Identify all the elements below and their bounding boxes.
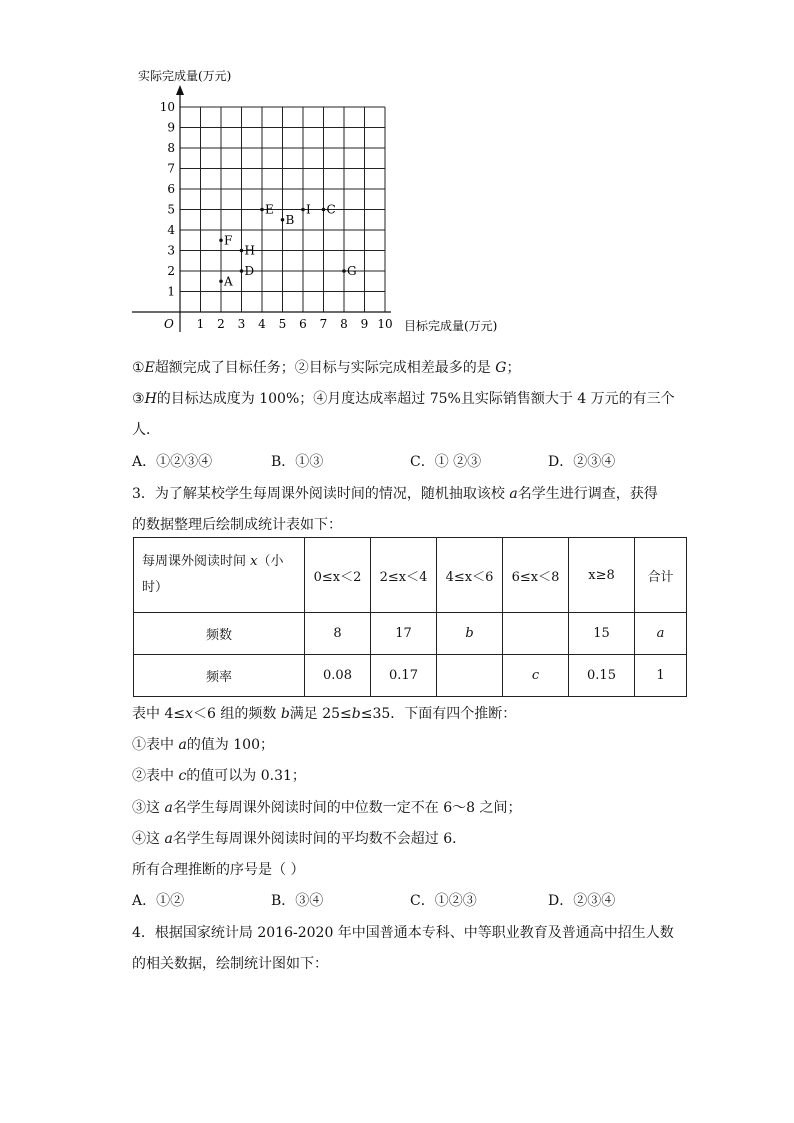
x-tick-label: 1 — [196, 317, 205, 331]
point-label-d: D — [244, 264, 255, 278]
scatter-chart — [0, 0, 794, 345]
table-cell: b — [437, 613, 503, 655]
table-cell: 8 — [305, 613, 371, 655]
table-row — [134, 613, 687, 655]
data-point-e — [260, 208, 264, 212]
point-label-h: H — [244, 243, 255, 258]
table-header-cell: 6≤x＜8 — [503, 538, 569, 613]
q2-statement-3: 人． — [132, 422, 160, 438]
table-header-cell: 4≤x＜6 — [437, 538, 503, 613]
origin-label: O — [164, 317, 174, 331]
table-cell: 0.17 — [371, 655, 437, 697]
q2-statement-1: ①E超额完成了目标任务；②目标与实际完成相差最多的是 G； — [132, 360, 521, 376]
table-cell: 15 — [569, 613, 635, 655]
table-row — [134, 655, 687, 697]
q3-inference-2: ②表中 c的值可以为 0.31； — [132, 768, 306, 784]
y-tick-label: 1 — [167, 284, 175, 299]
q2-statement-2: ③H的目标达成度为 100%；④月度达成率超过 75%且实际销售额大于 4 万元的有三个 — [132, 391, 675, 407]
q3-option-c[interactable]: C．①②③ — [410, 893, 477, 909]
x-tick-label: 10 — [377, 317, 393, 331]
q4-stem-line-1: 4．根据国家统计局 2016-2020 年中国普通本专科、中等职业教育及普通高中招生人数 — [132, 925, 674, 941]
table-row-label: 频数 — [134, 613, 305, 655]
q3-option-b[interactable]: B．③④ — [271, 893, 324, 909]
x-tick-label: 3 — [237, 317, 246, 331]
q3-stem-line-1: 3．为了解某校学生每周课外阅读时间的情况，随机抽取该校 a名学生进行调查，获得 — [132, 486, 658, 502]
point-label-f: F — [224, 233, 233, 248]
q2-option-d[interactable]: D．②③④ — [548, 454, 616, 470]
q4-stem-line-2: 的相关数据，绘制统计图如下： — [132, 956, 328, 972]
x-tick-label: 9 — [360, 317, 369, 331]
table-header-cell: 每周课外阅读时间 x（小 时） — [134, 538, 305, 613]
table-cell: 0.15 — [569, 655, 635, 697]
data-point-f — [219, 238, 223, 242]
table-header-cell: 2≤x＜4 — [371, 538, 437, 613]
y-tick-label: 3 — [167, 243, 175, 258]
y-tick-label: 8 — [167, 141, 175, 155]
y-tick-label: 9 — [167, 120, 175, 135]
table-header-cell: x≥8 — [569, 538, 635, 613]
table-cell — [503, 613, 569, 655]
y-tick-label: 6 — [167, 182, 175, 196]
chart-points — [219, 203, 356, 289]
q2-option-c[interactable]: C．① ②③ — [410, 454, 482, 470]
x-tick-label: 6 — [299, 317, 307, 331]
data-point-g — [342, 269, 346, 273]
point-label-e: E — [265, 202, 274, 217]
y-tick-label: 2 — [167, 264, 175, 278]
data-point-b — [281, 218, 285, 222]
data-point-h — [240, 249, 244, 253]
q2-option-a[interactable]: A．①②③④ — [132, 454, 213, 470]
table-header-cell: 0≤x＜2 — [305, 538, 371, 613]
x-tick-label: 8 — [340, 317, 348, 331]
table-cell: c — [503, 655, 569, 697]
data-point-i — [301, 208, 305, 212]
x-tick-label: 5 — [278, 317, 287, 331]
table-cell: 1 — [635, 655, 687, 697]
y-tick-label: 7 — [167, 161, 175, 176]
x-tick-label: 7 — [319, 317, 328, 331]
table-cell: a — [635, 613, 687, 655]
data-point-c — [322, 208, 326, 212]
table-row-label: 频率 — [134, 655, 305, 697]
frequency-table — [133, 537, 687, 697]
x-tick-label: 4 — [258, 317, 266, 331]
chart-grid — [180, 107, 385, 312]
point-label-a: A — [224, 274, 233, 289]
q3-option-a[interactable]: A．①② — [132, 893, 185, 909]
y-axis-arrow — [176, 85, 184, 95]
point-label-i: I — [306, 202, 311, 217]
q3-stem-line-2: 的数据整理后绘制成统计表如下： — [132, 517, 342, 533]
y-tick-label: 4 — [167, 223, 175, 237]
q3-inference-4: ④这 a名学生每周课外阅读时间的平均数不会超过 6． — [132, 831, 467, 847]
x-axis-label: 目标完成量(万元) — [404, 319, 498, 333]
q3-question: 所有合理推断的序号是（ ） — [132, 862, 305, 878]
q3-inference-1: ①表中 a的值为 100； — [132, 737, 274, 753]
point-label-b: B — [285, 212, 295, 227]
y-axis-label: 实际完成量(万元) — [138, 69, 232, 83]
y-tick-label: 5 — [167, 202, 175, 217]
table-cell: 17 — [371, 613, 437, 655]
q3-option-d[interactable]: D．②③④ — [548, 893, 616, 909]
table-cell: 0.08 — [305, 655, 371, 697]
q2-option-b[interactable]: B．①③ — [271, 454, 324, 470]
table-cell — [437, 655, 503, 697]
q3-note: 表中 4≤x＜6 组的频数 b满足 25≤b≤35．下面有四个推断： — [132, 706, 517, 722]
x-tick-label: 2 — [217, 317, 225, 331]
table-header-cell: 合计 — [635, 538, 687, 613]
q3-inference-3: ③这 a名学生每周课外阅读时间的中位数一定不在 6～8 之间； — [132, 800, 522, 816]
point-label-g: G — [347, 264, 357, 278]
data-point-d — [240, 269, 244, 273]
table-header-row — [134, 538, 687, 613]
data-point-a — [219, 279, 223, 283]
y-tick-label: 10 — [159, 100, 175, 114]
point-label-c: C — [326, 202, 336, 217]
